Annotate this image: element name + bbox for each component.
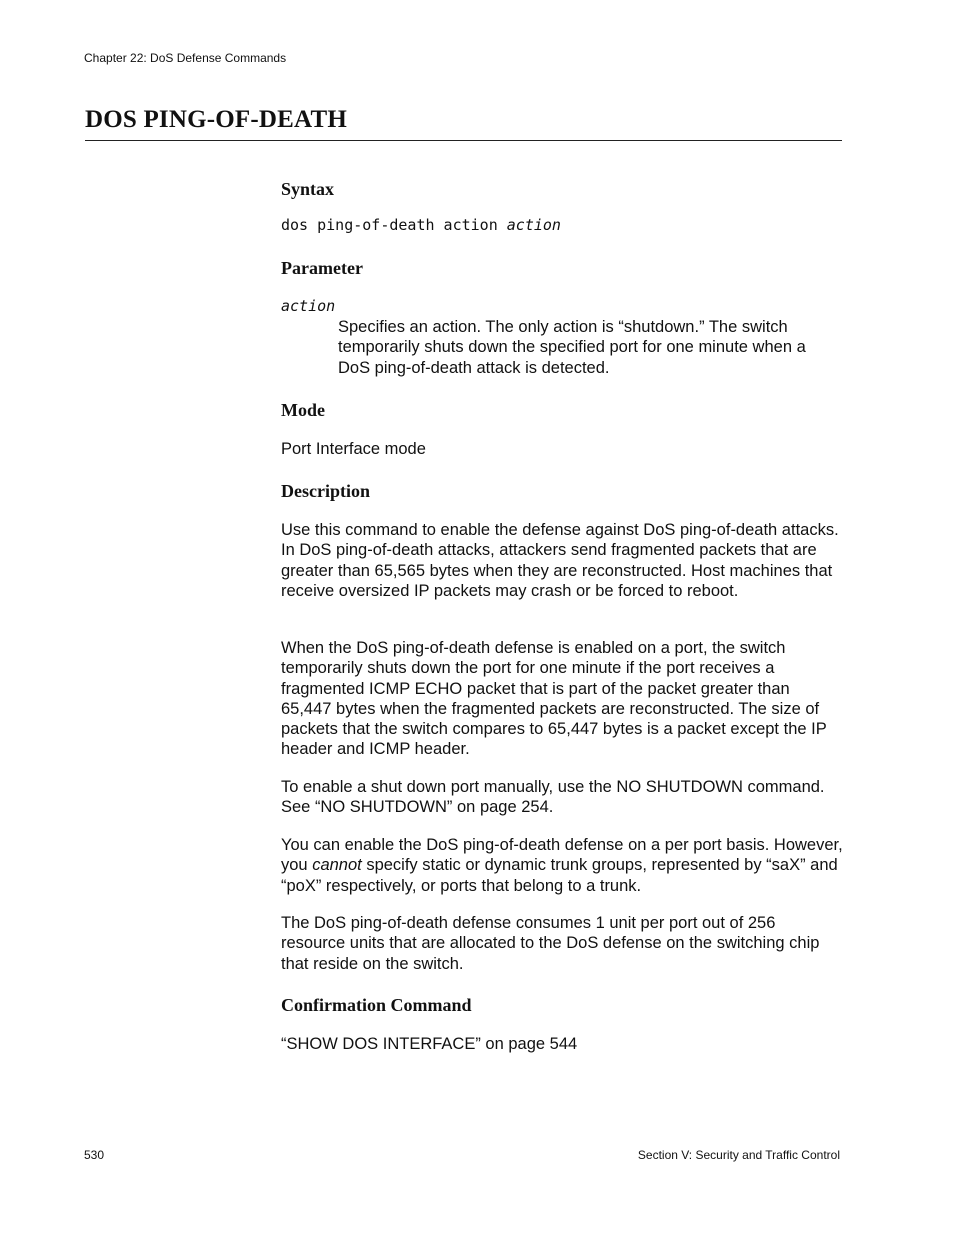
running-footer: Section V: Security and Traffic Control: [637, 1148, 840, 1162]
description-heading: Description: [281, 481, 370, 501]
syntax-argument: action: [506, 216, 561, 234]
running-header: Chapter 22: DoS Defense Commands: [84, 51, 287, 65]
description-paragraph-4: [281, 835, 843, 896]
parameter-term: action: [281, 297, 336, 315]
confirmation-heading: Confirmation Command: [281, 995, 472, 1015]
confirmation-text: “SHOW DOS INTERFACE” on page 544: [281, 1035, 578, 1053]
description-paragraph-1: Use this command to enable the defense against DoS ping-of-death attacks. In DoS ping-of-death attacks, attackers send fragmented packets that are greater than 65,565 bytes when they are reconstructed. Host machines that receive oversized IP packets may crash or be forced to reboot.: [281, 521, 839, 600]
title-rule: [85, 140, 842, 141]
description-paragraph-2: When the DoS ping-of-death defense is enabled on a port, the switch temporarily shuts down the port for one minute if the port receives a fragmented ICMP ECHO packet that is part of the packet greater than 65,447 bytes when the fragmented packets are reconstructed. The size of packets that the switch compares to 65,447 bytes is a packet except the IP header and ICMP header.: [281, 639, 827, 759]
syntax-command-text: dos ping-of-death action: [281, 216, 507, 234]
page-title: DOS PING-OF-DEATH: [85, 106, 347, 133]
parameter-description: Specifies an action. The only action is “shutdown.” The switch temporarily shuts down the specified port for one minute when a DoS ping-of-death attack is detected.: [338, 318, 806, 377]
description-paragraph-4-b: specify static or dynamic trunk groups, represented by “saX” and “poX” respectively, or ports that belong to a trunk.: [281, 856, 838, 895]
syntax-heading: Syntax: [281, 179, 335, 199]
mode-text: Port Interface mode: [281, 440, 426, 458]
mode-heading: Mode: [281, 400, 325, 420]
description-paragraph-5: The DoS ping-of-death defense consumes 1 unit per port out of 256 resource units that are allocated to the DoS defense on the switching chip that reside on the switch.: [281, 914, 820, 973]
page-number: 530: [84, 1148, 105, 1162]
parameter-heading: Parameter: [281, 258, 363, 278]
description-paragraph-4-emphasis: cannot: [312, 856, 362, 875]
syntax-command: [281, 216, 561, 234]
description-paragraph-3: To enable a shut down port manually, use the NO SHUTDOWN command. See “NO SHUTDOWN” on page 254.: [281, 778, 825, 817]
description-paragraph-4-a: You can enable the DoS ping-of-death defense on a per port basis. However, you: [281, 836, 843, 875]
